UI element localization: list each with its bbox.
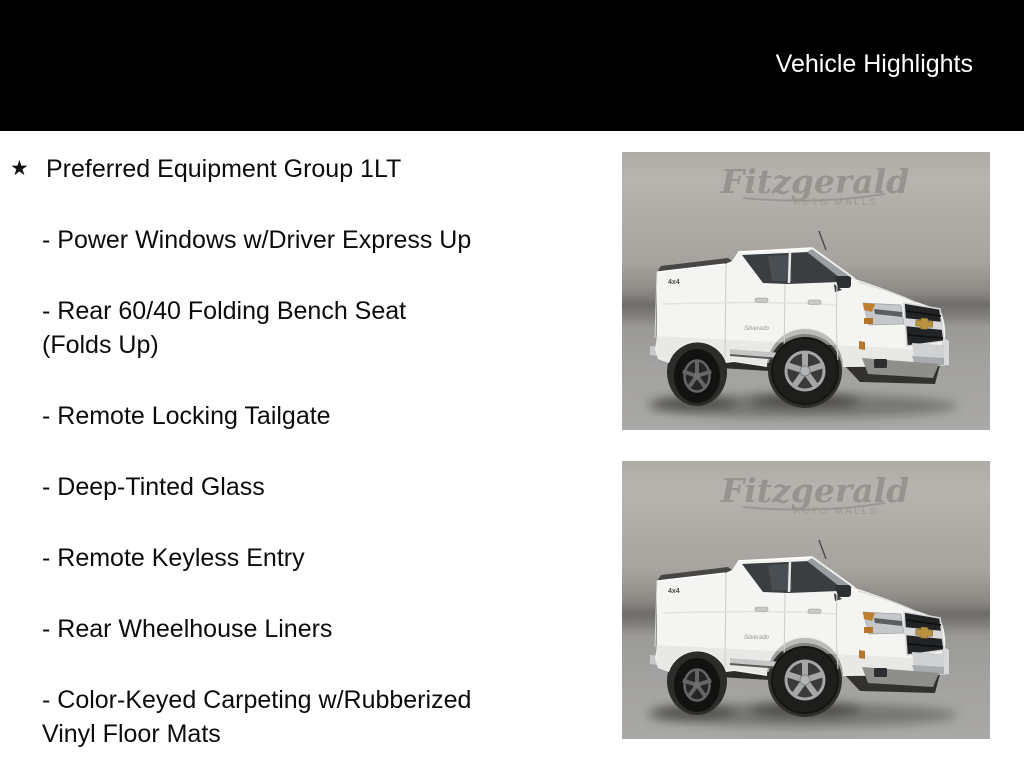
feature-line: - Deep-Tinted Glass [42,473,265,501]
vehicle-photo-1 [622,152,990,430]
feature-line: Preferred Equipment Group 1LT [46,155,402,183]
feature-item [10,683,585,751]
feature-item [10,223,585,257]
feature-item [10,470,585,504]
vehicle-photo-2-image [622,461,990,739]
header-bar [0,0,1024,131]
vehicle-photo-1-image [622,152,990,430]
feature-item [10,294,585,362]
feature-line: - Rear 60/40 Folding Bench Seat [42,297,407,325]
feature-line: - Color-Keyed Carpeting w/Rubberized [42,686,472,714]
feature-line: Vinyl Floor Mats [42,720,221,748]
feature-item [10,399,585,433]
vehicle-photo-2 [622,461,990,739]
feature-item-group [10,152,585,186]
feature-line: - Remote Locking Tailgate [42,402,331,430]
feature-line: (Folds Up) [42,331,159,359]
feature-line: - Power Windows w/Driver Express Up [42,226,472,254]
feature-line: - Rear Wheelhouse Liners [42,615,333,643]
page-title: Vehicle Highlights [775,50,973,78]
feature-item [10,541,585,575]
feature-line: - Remote Keyless Entry [42,544,305,572]
feature-item [10,612,585,646]
star-bullet-icon: ★ [10,157,29,180]
feature-list [10,152,585,751]
